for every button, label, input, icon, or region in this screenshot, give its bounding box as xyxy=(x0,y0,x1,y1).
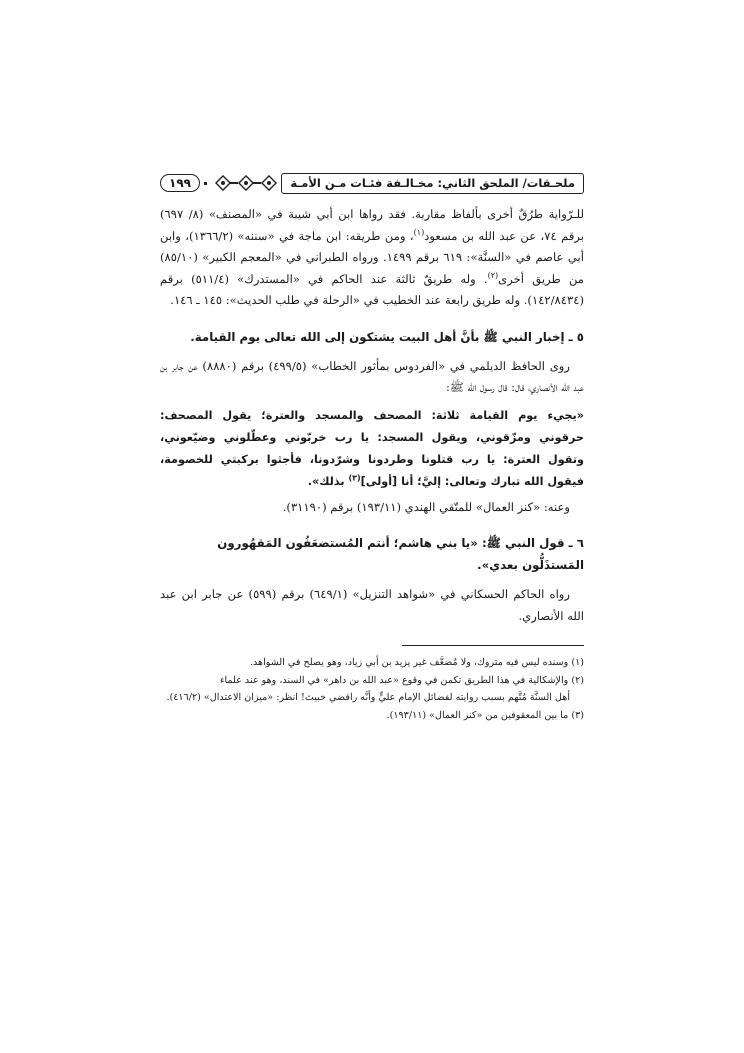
intro-paragraph xyxy=(160,204,584,312)
section-5-source: وعنه: «كنز العمال» للمتّقي الهندي (١٩٣/١١) برقم (٣١١٩٠). xyxy=(282,499,570,514)
hadith-quote xyxy=(160,405,584,493)
running-header xyxy=(160,168,584,198)
page-number: ١٩٩ xyxy=(160,174,200,192)
book-page xyxy=(160,168,584,724)
hadith-quote-tail: بذلك». xyxy=(307,474,349,488)
hadith-quote-text: «يجيء يوم القيامة ثلاثة: المصحف والمسجد والعترة؛ يقول المصحف: حرقوني ومزّقوني، ويقول المسجد: يا رب خربّوني وعطّلوني وضيّعوني، وتقول العترة: يا رب قتلونا وطردونا وشرّدونا، فأجثوا بركبتي للخصومة، فيقول الله تبارك وتعالى: إليَّ؛ أنا [أولى] xyxy=(160,408,584,488)
intro-text-2: ، ومن طريقه: ابن ماجة في «سننه» (١٣٦٦/٢)، وابن أبي عاصم في «السنَّة»: ٦١٩ برقم ١٤٩٩. ورواه الطبراني في «المعجم الكبير» (٨٥/١٠) من طريق أخرى xyxy=(160,228,584,286)
footnote-ref-2[interactable]: (٢) xyxy=(487,270,499,280)
footnotes xyxy=(160,654,584,724)
footnote-2: (٢) والإشكالية في هذا الطريق تكمن في وقوع «عبد الله بن داهر» في السند، وهو عند علماء xyxy=(219,674,584,686)
footnote-1: (١) وسنده ليس فيه متروك، ولا مُضعَّف غير يزيد بن أبي زياد، وهو يصلح في الشواهد. xyxy=(249,657,584,668)
footnote-3: (٣) ما بين المعقوفين من «كنز العمال» (١٩٣/١١). xyxy=(386,709,584,721)
intro-text-3: . وله طريقٌ ثالثة عند الحاكم في «المستدرك» (٥١١/٤) برقم (١٤٢/٨٤٣٤). وله طريق رابعة عند الخطيب في «الرحلة في طلب الحديث»: ١٤٥ ـ ١٤٦. xyxy=(160,271,584,307)
header-dotted-rule xyxy=(204,182,207,185)
footnote-2-continuation: أهل السنَّة مُتَّهم بسبب روايته لفضائل الإمام عليٍّ وأنَّه رافضي خبيث! انظر: «ميزان الاعتدال» (٤١٦/٢). xyxy=(166,692,570,703)
section-5-heading: ٥ ـ إخبار النبي ﷺ بأنَّ أهل البيت يشتكون إلى الله تعالى يوم القيامة. xyxy=(190,329,584,344)
ornament-icon xyxy=(215,175,277,191)
section-6-narration: رواه الحاكم الحسكاني في «شواهد التنزيل» (٦٤٩/١) برقم (٥٩٩) عن جابر ابن عبد الله الأنصاري. xyxy=(160,587,584,623)
section-6-heading: ٦ ـ قول النبي ﷺ: «يا بني هاشم؛ أنتم المُستضعَفُون المَقهُورون المَستذَلُّون بعدي». xyxy=(217,536,584,572)
intro-text-1: للـرّواية طرُقٌ أخرى بألفاظ مقاربة. فقد رواها ابن أبي شيبة في «المصنف» (٨/ ٦٩٧) برقم ٧٤، عن عبد الله بن مسعود xyxy=(160,207,585,243)
footnote-ref-1[interactable]: (١) xyxy=(413,227,425,237)
section-5-narration: روى الحافظ الديلمي في «الفردوس بمأثور الخطاب» (٤٩٩/٥) برقم (٨٨٨٠) عن جابر بن عبد الله الأنصاري، قال: قال رسول الله ﷺ: xyxy=(160,358,584,394)
header-title: ملحـقات/ الملحق الثاني: مخـالـفة فئـات مـن الأمـة xyxy=(281,173,584,194)
footnote-separator xyxy=(402,645,584,646)
footnote-ref-3[interactable]: (٣) xyxy=(348,472,361,482)
